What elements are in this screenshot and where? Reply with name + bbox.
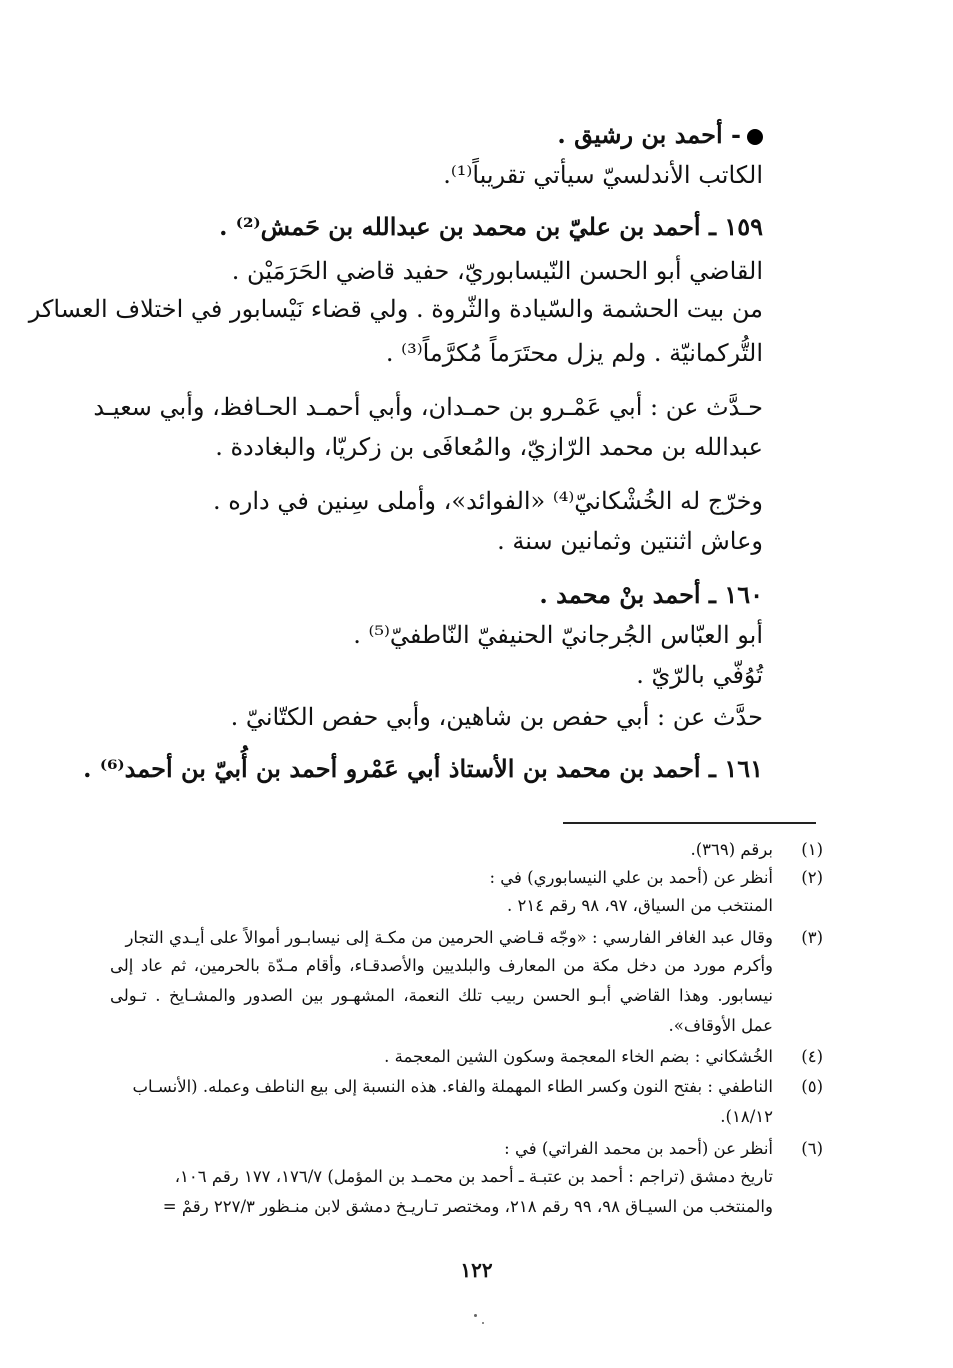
entry-text: عبدالله بن محمد الرّازيّ، والمُعافَى بن زكريّا، والبغاددة . (215, 433, 763, 461)
entry-heading-161: ١٦١ ـ أحمد بن محمد بن الأستاذ أبي عَمْرو أحمد بن أُبيّ بن أحمد⁽⁶⁾ . (83, 754, 763, 783)
entry-heading-rashiq: - أحمد بن رشيق . (100, 118, 763, 152)
footnote-4: (٤)الخُشكاني : بضم الخاء المعجمة وسكون الشين المعجمة . (100, 1044, 823, 1070)
footnote-6: (٦)أنظر عن (أحمد بن محمد الفراتي) في : (100, 1136, 823, 1162)
footnote-text: المنتخب من السياق، ٩٧، ٩٨ رقم ٢١٤ . (506, 896, 773, 915)
entry-text: وخرّج له الخُشْكانيّ⁽⁴⁾ «الفوائد»، وأملى سِنين في داره . (212, 487, 763, 515)
footnote-5: (٥)الناطفي : بفتح النون وكسر الطاء المهملة والفاء. هذه النسبة إلى بيع الناطف وعمله. (الأنسـاب (100, 1074, 823, 1100)
footnote-number: (٣) (801, 928, 823, 947)
footnote-number: (٢) (801, 868, 823, 887)
footnote-text: نيسابور. وهذا القاضي أبـو الحسن ربيب تلك النعمة، المشهـور بين الصدور والمشـايخ . تـولى (110, 986, 773, 1005)
entry-text: الكاتب الأندلسيّ سيأتي تقريباً⁽¹⁾. (443, 161, 763, 189)
footnote-text: ١٨/١٢). (720, 1107, 773, 1126)
footnote-1: (١)برقم (٣٦٩). (100, 837, 823, 863)
entry-heading-159: ١٥٩ ـ أحمد بن عليّ بن محمد بن عبدالله بن حَمش⁽²⁾ . (219, 212, 763, 241)
footnote-text: تاريخ دمشق (تراجم : أحمد بن عتبـة ـ أحمد بن محمـد بن المؤمل) ١٧٦/٧، ١٧٧ رقم ١٠٦، (174, 1167, 773, 1186)
entry-text: أبو العبّاس الجُرجانيّ الحنيفيّ النّاطفيّ⁽⁵⁾ . (353, 621, 763, 649)
footnote-number: (١) (801, 840, 823, 859)
footnote-number: (٦) (801, 1139, 823, 1158)
entry-text: وعاش اثنتين وثمانين سنة . (497, 527, 763, 555)
footnote-text: والمنتخب من السيـاق ٩٨، ٩٩ رقم ٢١٨، ومختصر تـاريـخ دمشق لابن منـظور ٢٢٧/٣ رقمْ = (162, 1197, 773, 1216)
entry-text: القاضي أبو الحسن النّيسابوريّ، حفيد قاضي الحَرَمَيْن . (231, 257, 763, 285)
entry-heading-160: ١٦٠ ـ أحمد بنْ محمد . (539, 580, 763, 609)
footnote-number: (٥) (801, 1077, 823, 1096)
scan-speck (474, 1314, 477, 1317)
entry-text: حـدَّث عن : أبي عَمْـرو بن حمـدان، وأبي أحمـد الحـافظ، وأبي سعيـد (93, 393, 763, 421)
page-number: ١٢٢ (460, 1258, 493, 1282)
footnote-separator (563, 822, 816, 824)
scan-speck (482, 1322, 484, 1324)
footnote-number: (٤) (801, 1047, 823, 1066)
entry-text: التُّركمانيّة . ولم يزل محتَرَماً مُكرَّماً⁽³⁾ . (385, 339, 763, 367)
footnote-2: (٢)أنظر عن (أحمد بن علي النيسابوري) في : (100, 865, 823, 891)
bullet-icon (747, 129, 763, 145)
footnote-text: عمل الأوقاف». (668, 1016, 773, 1035)
entry-text: تُوُفّي بالرّيّ . (636, 661, 763, 689)
footnote-3: (٣)وقال عبد الغافر الفارسي : «وجّه قـاضي الحرمين من مكـة إلى نيسابـور أموالاً على أيـدي التجار (100, 925, 823, 951)
entry-text: حدَّث عن : أبي حفص بن شاهين، وأبي حفص الكتّانيّ . (230, 703, 763, 731)
footnote-text: وأكرم مورد من دخل مكة من المعارف والبلديين والأصدقـاء، وأقام مـدّة بالحرمين، ثم عاد إلى (110, 956, 773, 975)
entry-text: من بيت الحشمة والسّيادة والثّروة . ولي قضاء نَيْسابور في اختلاف العساكر (28, 295, 763, 323)
